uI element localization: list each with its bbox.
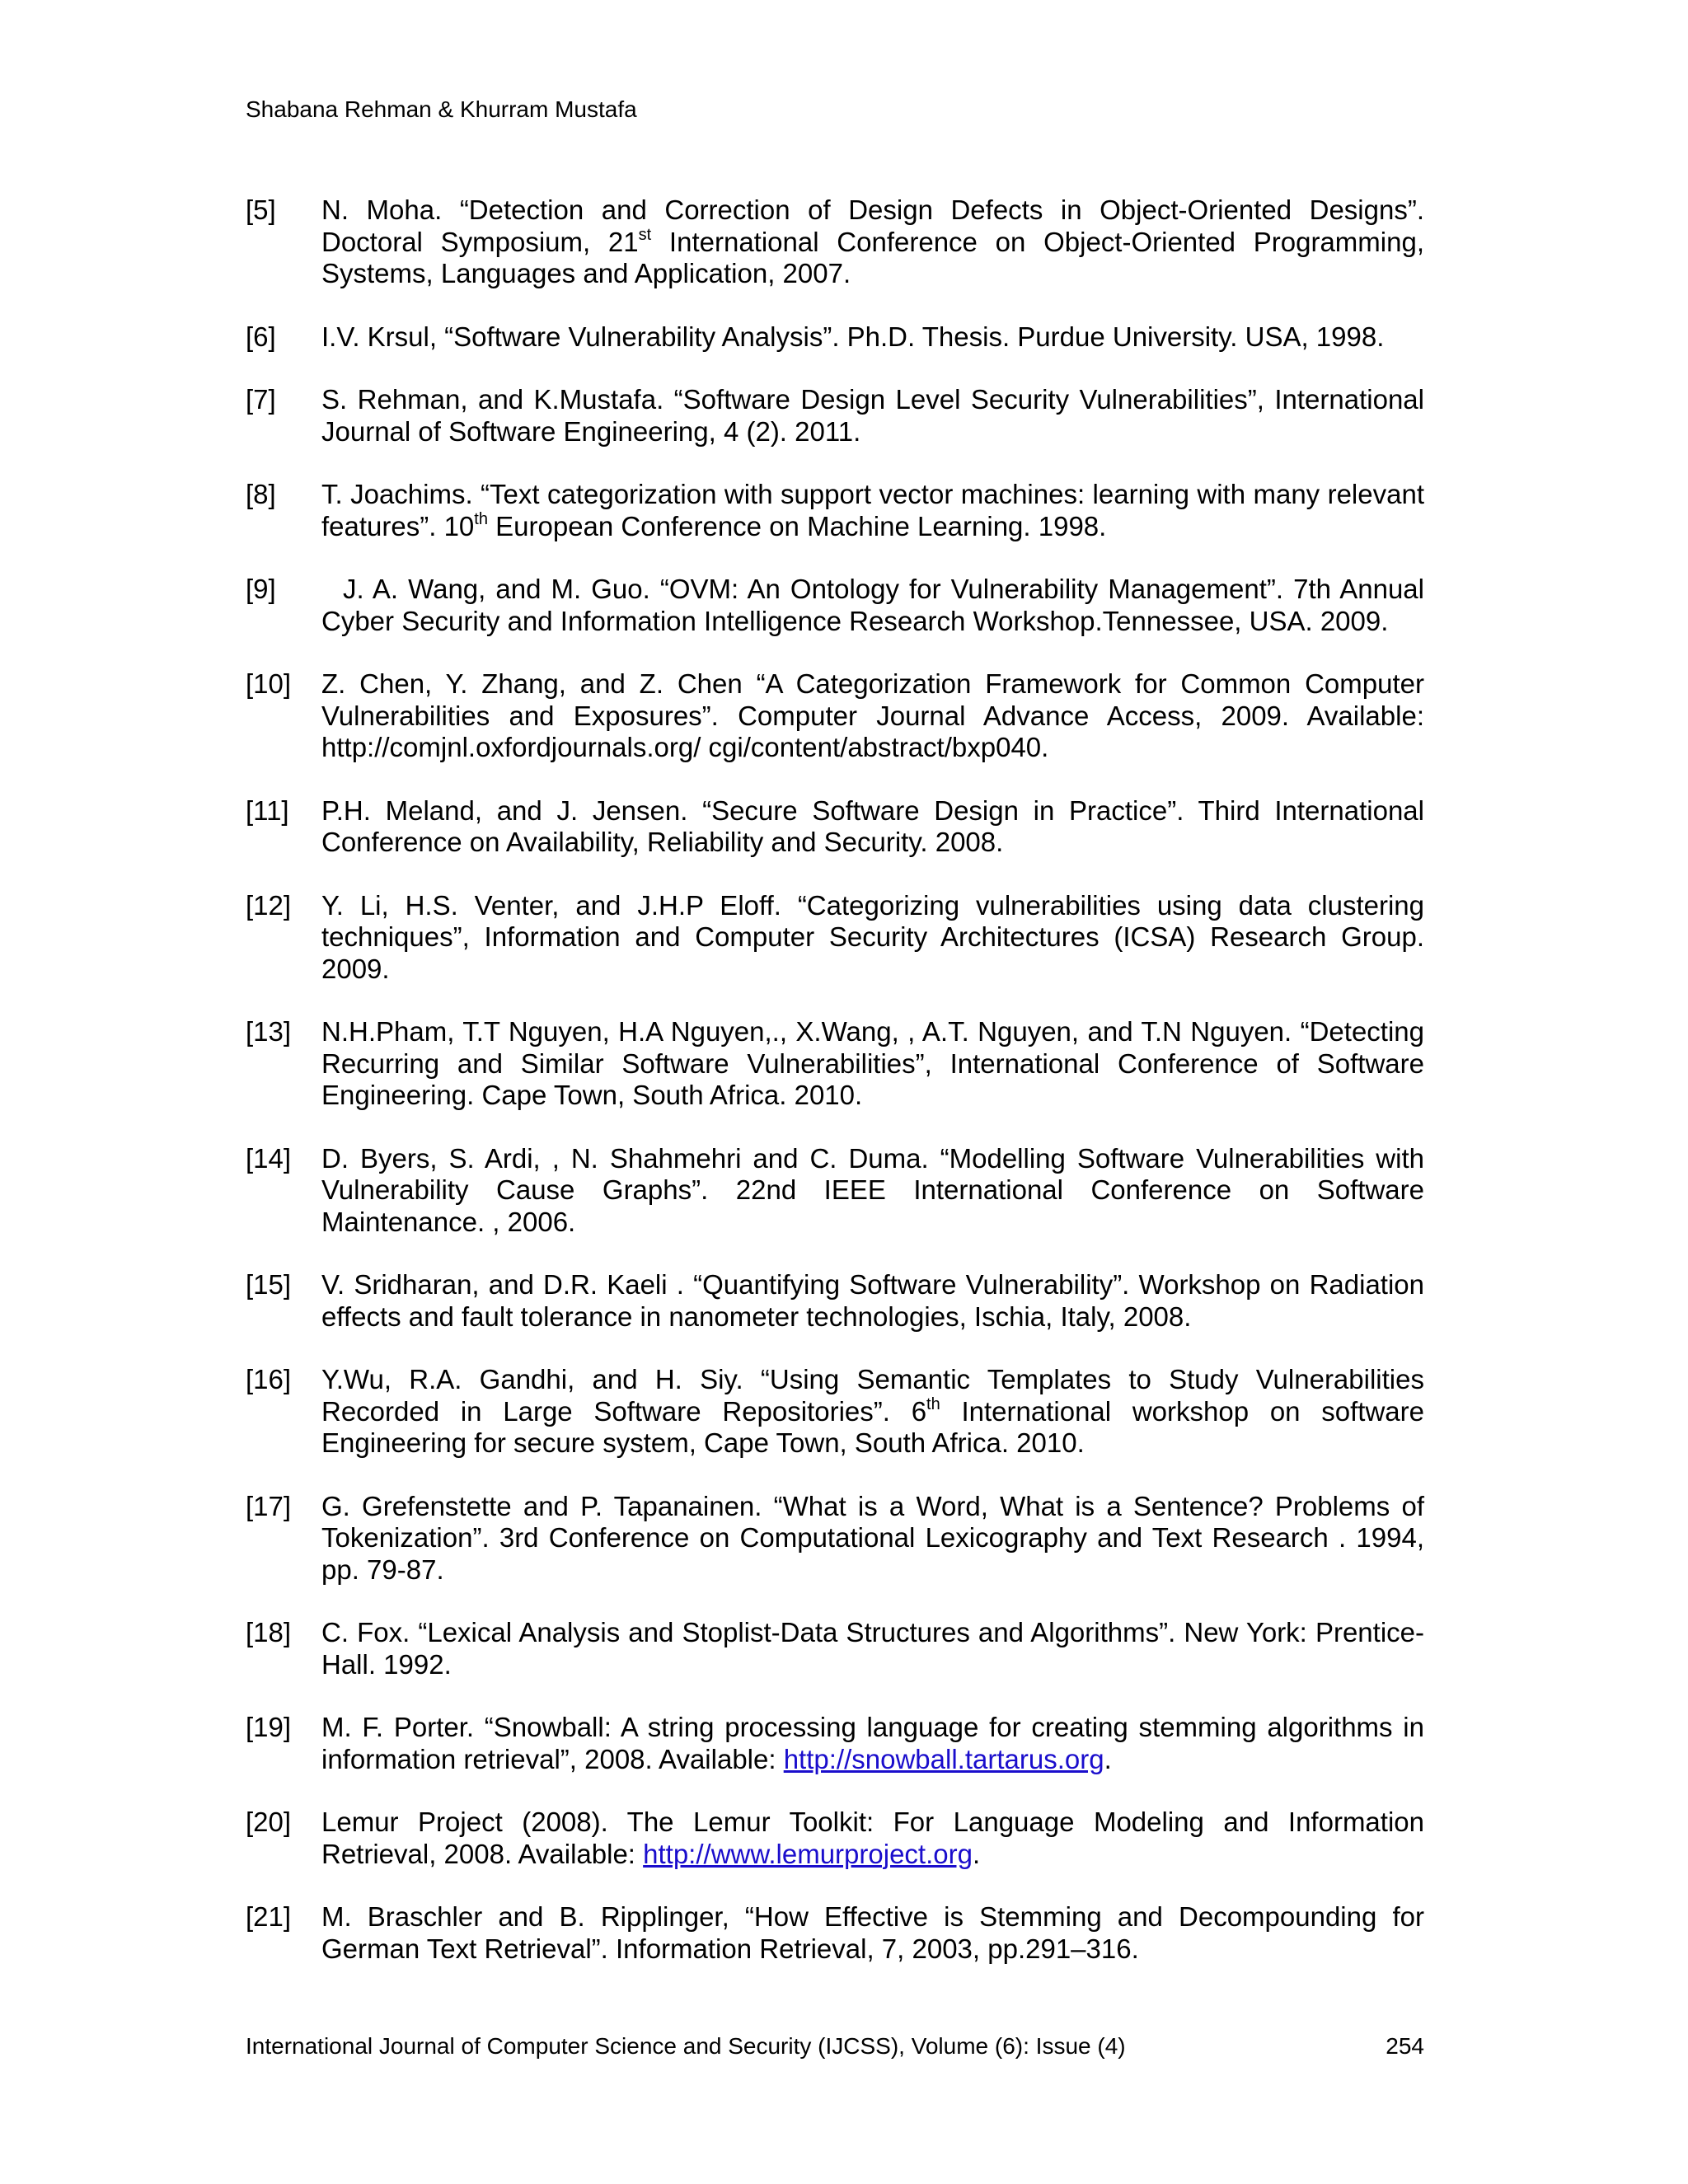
reference-item-8	[246, 479, 1424, 542]
reference-text: M. F. Porter. “Snowball: A string processing language for creating stemming algorithms in information retrieval”, 2008. Available: http://snowball.tartarus.org.	[321, 1712, 1424, 1774]
superscript: th	[474, 509, 488, 528]
reference-label: [16]	[246, 1364, 292, 1394]
reference-label: [13]	[246, 1016, 292, 1047]
reference-label: [20]	[246, 1807, 292, 1837]
reference-label: [12]	[246, 889, 292, 921]
reference-text: I.V. Krsul, “Software Vulnerability Analysis”. Ph.D. Thesis. Purdue University. USA, 1998.	[321, 321, 1385, 352]
reference-label: [17]	[246, 1490, 292, 1521]
reference-text: V. Sridharan, and D.R. Kaeli . “Quantifying Software Vulnerability”. Workshop on Radiation effects and fault tolerance in nanometer technologies, Ischia, Italy, 2008.	[321, 1269, 1424, 1332]
reference-item-15	[246, 1269, 1424, 1333]
reference-text: G. Grefenstette and P. Tapanainen. “What is a Word, What is a Sentence? Problems of Tokenization”. 3rd Conference on Computational Lexicography and Text Research . 1994, pp. 79-87.	[321, 1490, 1424, 1585]
page-number: 254	[1386, 2033, 1424, 2059]
reference-item-17	[246, 1491, 1424, 1586]
reference-label: [7]	[246, 384, 276, 415]
reference-item-18	[246, 1617, 1424, 1680]
reference-label: [8]	[246, 479, 276, 509]
reference-item-5	[246, 194, 1424, 290]
reference-item-16	[246, 1364, 1424, 1460]
footer-journal-citation: International Journal of Computer Science and Security (IJCSS), Volume (6): Issue (4)	[246, 2033, 1126, 2059]
reference-text: M. Braschler and B. Ripplinger, “How Effective is Stemming and Decompounding for German Text Retrieval”. Information Retrieval, 7, 2003, pp.291–316.	[321, 1901, 1424, 1964]
reference-label: [21]	[246, 1901, 292, 1932]
reference-item-12	[246, 890, 1424, 986]
reference-item-10	[246, 668, 1424, 764]
reference-text: Y.Wu, R.A. Gandhi, and H. Siy. “Using Semantic Templates to Study Vulnerabilities Recorded in Large Software Repositories”. 6th International workshop on software Engineering for secure system, Cape Town, South Africa. 2010.	[321, 1364, 1424, 1458]
reference-label: [5]	[246, 194, 276, 225]
reference-item-9	[246, 574, 1424, 637]
reference-text: D. Byers, S. Ardi, , N. Shahmehri and C. Duma. “Modelling Software Vulnerabilities with Vulnerability Cause Graphs”. 22nd IEEE International Conference on Software Maintenance. , 2006.	[321, 1142, 1424, 1237]
reference-label: [6]	[246, 321, 276, 352]
reference-label: [15]	[246, 1269, 292, 1300]
reference-label: [14]	[246, 1142, 292, 1174]
superscript: th	[926, 1394, 940, 1413]
reference-text: J. A. Wang, and M. Guo. “OVM: An Ontology for Vulnerability Management”. 7th Annual Cyber Security and Information Intelligence Research Workshop.Tennessee, USA. 2009.	[321, 574, 1424, 636]
superscript: st	[638, 225, 652, 244]
reference-text: P.H. Meland, and J. Jensen. “Secure Software Design in Practice”. Third International Conference on Availability, Reliability and Security. 2008.	[321, 794, 1424, 857]
reference-text: N. Moha. “Detection and Correction of Design Defects in Object-Oriented Designs”. Doctoral Symposium, 21st International Conference on Object-Oriented Programming, Systems, Languages and Application, 2007.	[321, 194, 1424, 288]
reference-text: T. Joachims. “Text categorization with support vector machines: learning with many relevant features”. 10th European Conference on Machine Learning. 1998.	[321, 479, 1424, 541]
reference-list	[246, 194, 1424, 1996]
reference-label: [10]	[246, 668, 292, 699]
reference-text: C. Fox. “Lexical Analysis and Stoplist-Data Structures and Algorithms”. New York: Prentice-Hall. 1992.	[321, 1617, 1424, 1680]
reference-item-14	[246, 1143, 1424, 1239]
reference-item-6	[246, 321, 1424, 354]
reference-text: Lemur Project (2008). The Lemur Toolkit: For Language Modeling and Information Retrieval, 2008. Available: http://www.lemurproject.org.	[321, 1807, 1424, 1869]
reference-item-7	[246, 384, 1424, 448]
reference-label: [9]	[246, 574, 276, 604]
snowball-link[interactable]: http://snowball.tartarus.org	[783, 1743, 1104, 1774]
reference-item-13	[246, 1016, 1424, 1112]
reference-label: [18]	[246, 1617, 292, 1647]
reference-item-11	[246, 795, 1424, 859]
reference-label: [11]	[246, 794, 289, 826]
reference-text: Y. Li, H.S. Venter, and J.H.P Eloff. “Categorizing vulnerabilities using data clustering techniques”, Information and Computer Security Architectures (ICSA) Research Group. 2009.	[321, 889, 1424, 984]
reference-label: [19]	[246, 1712, 292, 1742]
lemur-project-link[interactable]: http://www.lemurproject.org	[643, 1838, 973, 1869]
reference-item-19	[246, 1712, 1424, 1775]
reference-item-21	[246, 1901, 1424, 1965]
running-header-authors: Shabana Rehman & Khurram Mustafa	[246, 96, 637, 122]
reference-text: Z. Chen, Y. Zhang, and Z. Chen “A Categorization Framework for Common Computer Vulnerabilities and Exposures”. Computer Journal Advance Access, 2009. Available: http://comjnl.oxfordjournals.org/ cgi/content/abstract/bxp040.	[321, 668, 1424, 762]
reference-text: N.H.Pham, T.T Nguyen, H.A Nguyen,., X.Wang, , A.T. Nguyen, and T.N Nguyen. “Detecting Recurring and Similar Software Vulnerabilities”, International Conference of Software Engineering. Cape Town, South Africa. 2010.	[321, 1016, 1424, 1110]
reference-text: S. Rehman, and K.Mustafa. “Software Design Level Security Vulnerabilities”, International Journal of Software Engineering, 4 (2). 2011.	[321, 384, 1424, 447]
reference-item-20	[246, 1807, 1424, 1870]
